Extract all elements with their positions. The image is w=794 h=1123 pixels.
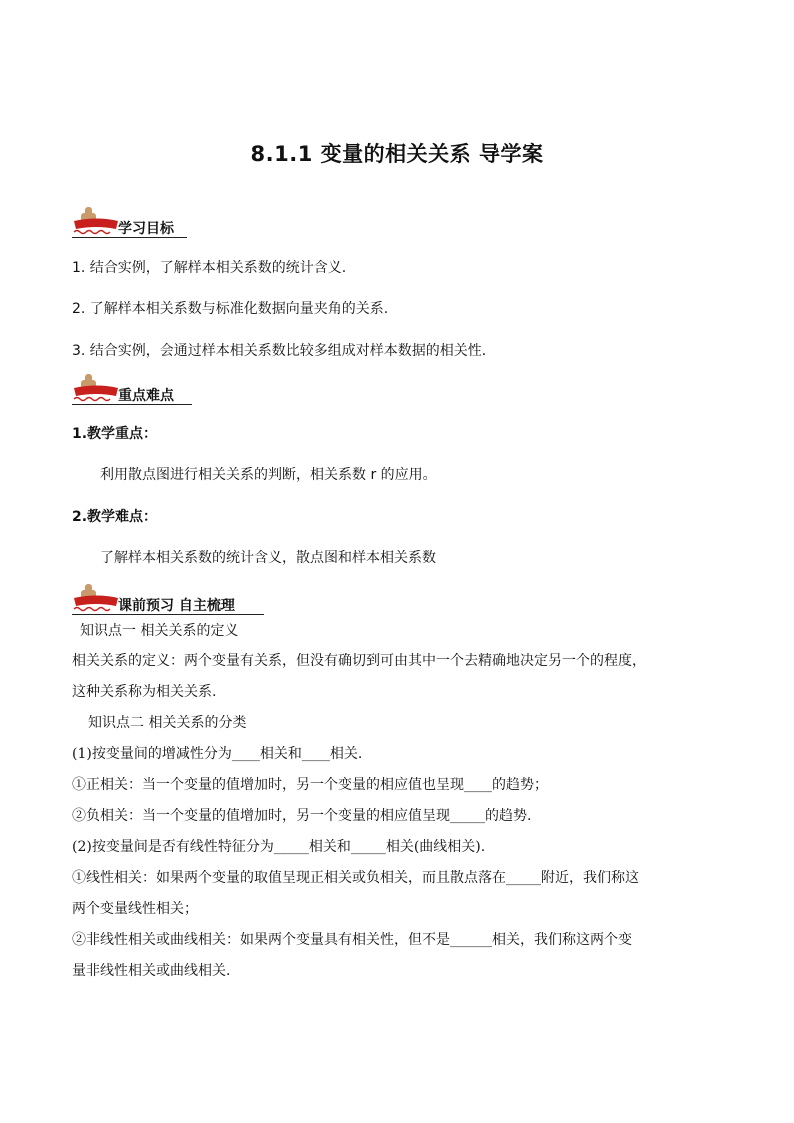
paragraph-line: 量非线性相关或曲线相关. bbox=[72, 963, 231, 979]
knowledge-point-2-label: 知识点二 相关关系的分类 bbox=[88, 715, 247, 731]
section-underline bbox=[72, 614, 264, 615]
difficulty-label: 2.教学难点： bbox=[72, 509, 158, 525]
knowledge-point-1-label: 知识点一 相关关系的定义 bbox=[80, 623, 239, 639]
page-title: 8.1.1 变量的相关关系 导学案 bbox=[250, 142, 544, 166]
focus-text: 利用散点图进行相关关系的判断，相关系数 r 的应用。 bbox=[100, 467, 437, 483]
paragraph-line: ②负相关：当一个变量的值增加时，另一个变量的相应值呈现_____的趋势. bbox=[72, 808, 532, 824]
section-label: 课前预习 自主梳理 bbox=[118, 598, 235, 614]
section-heading-objectives bbox=[72, 205, 187, 239]
section-underline bbox=[72, 404, 192, 405]
thumbs-up-logo-icon bbox=[72, 205, 122, 235]
thumbs-up-logo-icon bbox=[72, 582, 122, 612]
section-label: 重点难点 bbox=[118, 388, 174, 404]
paragraph-line: 这种关系称为相关关系. bbox=[72, 684, 217, 700]
focus-label: 1.教学重点： bbox=[72, 426, 158, 442]
objective-item: 1. 结合实例，了解样本相关系数的统计含义. bbox=[72, 260, 347, 276]
paragraph-line: ①正相关：当一个变量的值增加时，另一个变量的相应值也呈现____的趋势； bbox=[72, 777, 548, 793]
section-heading-key-points bbox=[72, 372, 192, 406]
objective-item: 2. 了解样本相关系数与标准化数据向量夹角的关系. bbox=[72, 301, 389, 317]
paragraph-line: (1)按变量间的增减性分为____相关和____相关. bbox=[72, 746, 363, 762]
paragraph-line: ②非线性相关或曲线相关：如果两个变量具有相关性，但不是______相关，我们称这两个变 bbox=[72, 932, 632, 948]
section-heading-preview bbox=[72, 582, 264, 616]
thumbs-up-logo-icon bbox=[72, 372, 122, 402]
difficulty-text: 了解样本相关系数的统计含义，散点图和样本相关系数 bbox=[100, 550, 436, 566]
objective-item: 3. 结合实例，会通过样本相关系数比较多组成对样本数据的相关性． bbox=[72, 343, 496, 359]
paragraph-line: 相关关系的定义：两个变量有关系，但没有确切到可由其中一个去精确地决定另一个的程度， bbox=[72, 653, 646, 669]
section-underline bbox=[72, 237, 187, 238]
paragraph-line: (2)按变量间是否有线性特征分为_____相关和_____相关(曲线相关). bbox=[72, 839, 486, 855]
paragraph-line: ①线性相关：如果两个变量的取值呈现正相关或负相关，而且散点落在_____附近，我们称这 bbox=[72, 870, 639, 886]
section-label: 学习目标 bbox=[118, 221, 174, 237]
paragraph-line: 两个变量线性相关； bbox=[72, 901, 198, 917]
